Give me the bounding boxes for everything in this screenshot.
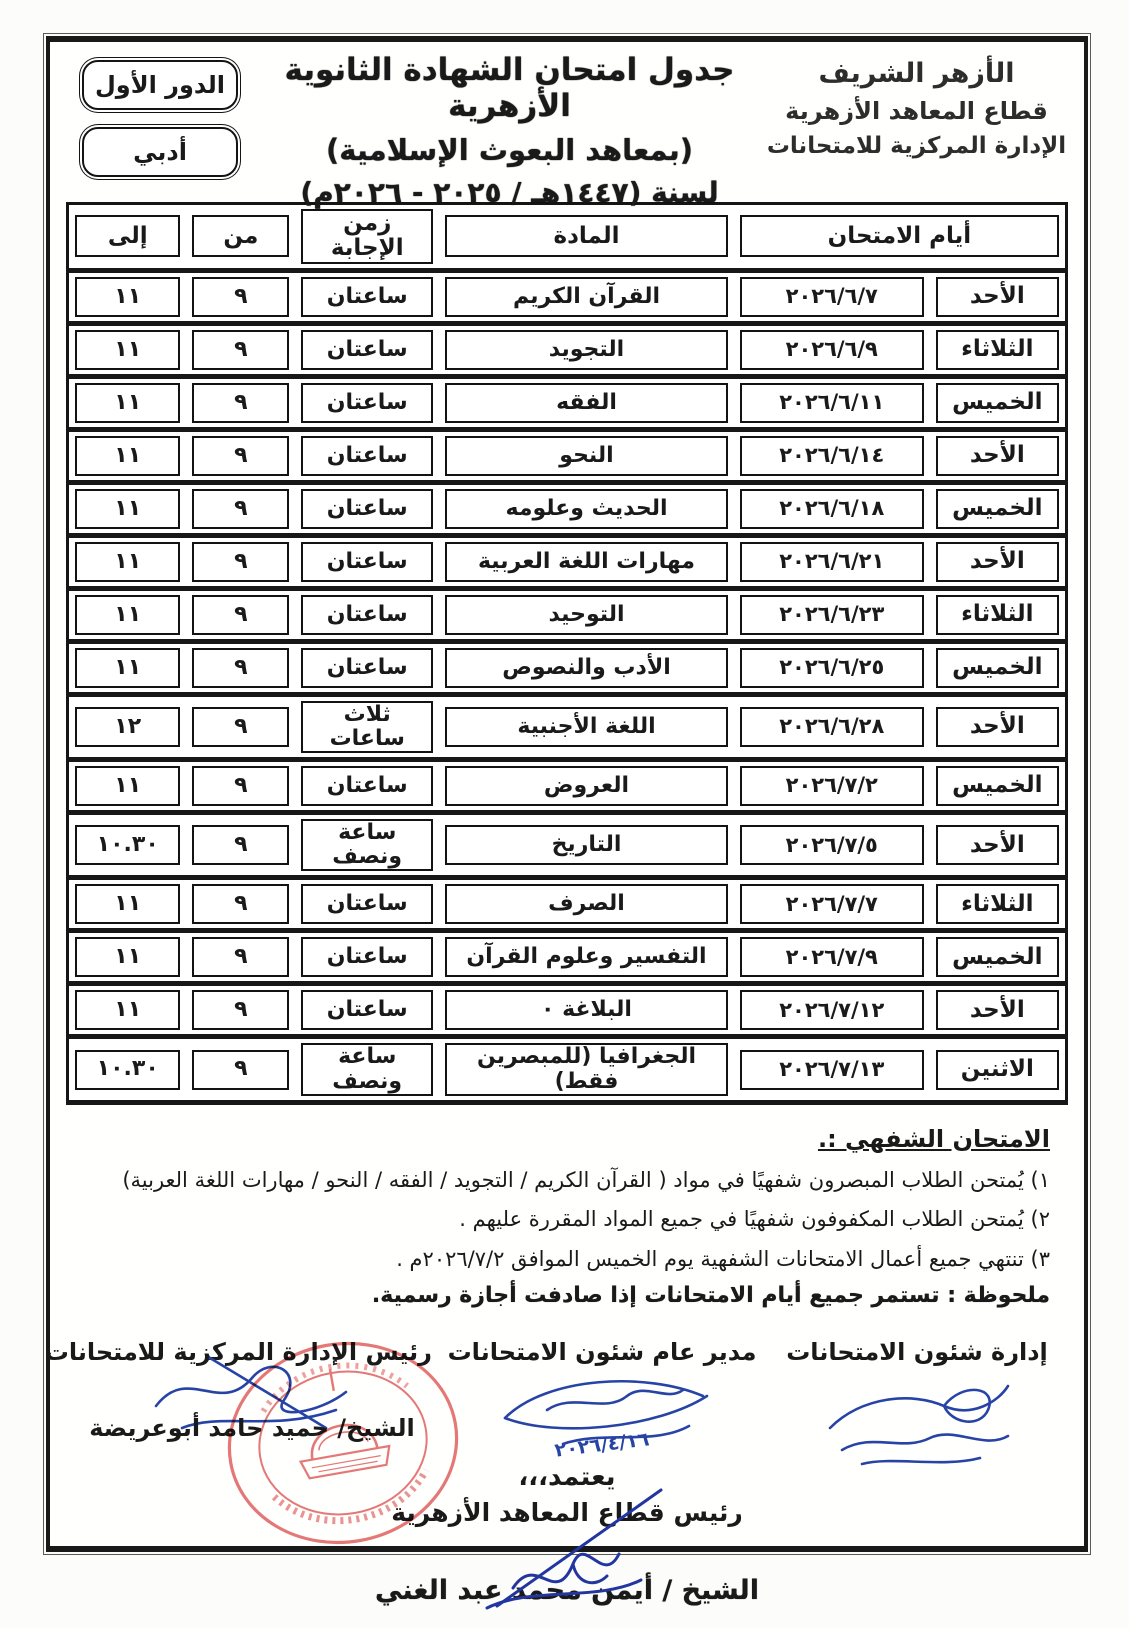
to-cell: ١٠.٣٠: [75, 825, 180, 865]
date-cell: ٢٠٢٦/٦/١٤: [740, 436, 924, 476]
subject-cell: التوحيد: [445, 595, 728, 635]
from-cell: ٩: [192, 277, 289, 317]
day-cell: الأحد: [936, 436, 1059, 476]
approval-block: [50, 1462, 1084, 1606]
date-cell: ٢٠٢٦/٦/٧: [740, 277, 924, 317]
day-cell: الخميس: [936, 937, 1059, 977]
from-cell: ٩: [192, 937, 289, 977]
from-cell: ٩: [192, 489, 289, 529]
to-cell: ١١: [75, 766, 180, 806]
day-cell: الخميس: [936, 489, 1059, 529]
date-cell: ٢٠٢٦/٦/٢٣: [740, 595, 924, 635]
title-line1: جدول امتحان الشهادة الثانوية الأزهرية: [284, 52, 735, 124]
letterhead-line2: قطاع المعاهد الأزهرية: [785, 97, 1048, 125]
subject-cell: العروض: [445, 766, 728, 806]
central-admin-title: رئيس الإدارة المركزية للامتحانات: [44, 1338, 432, 1367]
duration-cell: ساعتان: [301, 595, 433, 635]
track-badge: أدبي: [82, 127, 238, 177]
from-cell: ٩: [192, 1050, 289, 1090]
official-red-stamp: [218, 1334, 468, 1552]
to-cell: ١١: [75, 277, 180, 317]
duration-cell: ساعتان: [301, 648, 433, 688]
to-cell: ١١: [75, 648, 180, 688]
signature-scribble: [802, 1366, 1032, 1476]
sector-head-name: الشيخ / أيمن محمد عبد الغني: [375, 1575, 759, 1607]
subject-cell: القرآن الكريم: [445, 277, 728, 317]
day-cell: الأحد: [936, 542, 1059, 582]
day-cell: الأحد: [936, 990, 1059, 1030]
title-line3: لسنة (١٤٤٧هـ / ٢٠٢٥ - ٢٠٢٦م): [300, 176, 719, 209]
to-cell: ١١: [75, 489, 180, 529]
round-badge: الدور الأول: [82, 60, 238, 110]
subject-cell: التجويد: [445, 330, 728, 370]
exams-affairs-title: إدارة شئون الامتحانات: [786, 1338, 1048, 1367]
azhar-letterhead: [759, 48, 1074, 200]
from-cell: ٩: [192, 542, 289, 582]
date-cell: ٢٠٢٦/٦/١٨: [740, 489, 924, 529]
to-cell: ١٠.٣٠: [75, 1050, 180, 1090]
duration-cell: ثلاث ساعات: [301, 701, 433, 753]
from-cell: ٩: [192, 990, 289, 1030]
to-cell: ١١: [75, 990, 180, 1030]
date-cell: ٢٠٢٦/٧/٩: [740, 937, 924, 977]
from-cell: ٩: [192, 707, 289, 747]
letterhead-line3: الإدارة المركزية للامتحانات: [766, 133, 1067, 159]
subject-cell: التاريخ: [445, 825, 728, 865]
oral-exam-section: [50, 1105, 1084, 1308]
date-cell: ٢٠٢٦/٧/٧: [740, 884, 924, 924]
to-cell: ١١: [75, 595, 180, 635]
header-from: من: [186, 204, 295, 271]
subject-cell: الحديث وعلومه: [445, 489, 728, 529]
subject-cell: التفسير وعلوم القرآن: [445, 937, 728, 977]
day-cell: الاثنين: [936, 1050, 1059, 1090]
oral-note-3: ٣) تنتهي جميع أعمال الامتحانات الشفهية يوم الخميس الموافق ٢٠٢٦/٧/٢م .: [396, 1246, 1050, 1271]
table-row: [68, 812, 1067, 877]
to-cell: ١١: [75, 383, 180, 423]
to-cell: ١١: [75, 542, 180, 582]
table-row: [68, 535, 1067, 588]
signature-date: ٢٠٢٦/٤/١٦: [553, 1428, 651, 1462]
title-line2: (بمعاهد البعوث الإسلامية): [326, 133, 693, 167]
date-cell: ٢٠٢٦/٦/٢٥: [740, 648, 924, 688]
table-header-row: [68, 204, 1067, 271]
table-row: [68, 641, 1067, 694]
table-row: [68, 429, 1067, 482]
header-subject: المادة: [439, 204, 734, 271]
date-cell: ٢٠٢٦/٧/١٣: [740, 1050, 924, 1090]
day-cell: الأحد: [936, 707, 1059, 747]
subject-cell: الصرف: [445, 884, 728, 924]
duration-cell: ساعتان: [301, 277, 433, 317]
oral-exam-heading: الامتحان الشفهي :.: [817, 1124, 1050, 1153]
from-cell: ٩: [192, 330, 289, 370]
exams-affairs-signature-block: [772, 1338, 1062, 1476]
table-row: [68, 323, 1067, 376]
duration-cell: ساعتان: [301, 436, 433, 476]
date-cell: ٢٠٢٦/٦/٩: [740, 330, 924, 370]
to-cell: ١١: [75, 436, 180, 476]
table-row: [68, 984, 1067, 1037]
day-cell: الأحد: [936, 825, 1059, 865]
exams-director-title: مدير عام شئون الامتحانات: [447, 1338, 757, 1367]
duration-cell: ساعتان: [301, 542, 433, 582]
duration-cell: ساعتان: [301, 884, 433, 924]
subject-cell: الفقه: [445, 383, 728, 423]
date-cell: ٢٠٢٦/٦/٢٨: [740, 707, 924, 747]
header-exam-days: أيام الامتحان: [734, 204, 1067, 271]
table-row: [68, 482, 1067, 535]
subject-cell: البلاغة ٠: [445, 990, 728, 1030]
subject-cell: الجغرافيا (للمبصرين فقط): [445, 1043, 728, 1095]
table-row: [68, 270, 1067, 323]
from-cell: ٩: [192, 884, 289, 924]
subject-cell: مهارات اللغة العربية: [445, 542, 728, 582]
document-header: [50, 42, 1084, 209]
from-cell: ٩: [192, 825, 289, 865]
exams-director-signature-block: [437, 1338, 767, 1476]
to-cell: ١١: [75, 937, 180, 977]
approval-word: يعتمد،،،: [518, 1462, 616, 1493]
day-cell: الثلاثاء: [936, 595, 1059, 635]
to-cell: ١١: [75, 330, 180, 370]
duration-cell: ساعتان: [301, 990, 433, 1030]
table-row: [68, 694, 1067, 759]
date-cell: ٢٠٢٦/٧/٥: [740, 825, 924, 865]
document-title: [260, 48, 759, 209]
day-cell: الخميس: [936, 766, 1059, 806]
from-cell: ٩: [192, 436, 289, 476]
table-row: [68, 759, 1067, 812]
table-row: [68, 931, 1067, 984]
subject-cell: النحو: [445, 436, 728, 476]
date-cell: ٢٠٢٦/٦/١١: [740, 383, 924, 423]
day-cell: الثلاثاء: [936, 884, 1059, 924]
letterhead-line1: الأزهر الشريف: [818, 58, 1015, 89]
subject-cell: الأدب والنصوص: [445, 648, 728, 688]
to-cell: ١١: [75, 884, 180, 924]
central-admin-name: الشيخ/ حميد حامد أبوعريضة: [89, 1414, 415, 1443]
document-frame: [44, 36, 1088, 1607]
table-row: [68, 588, 1067, 641]
table-row: [68, 376, 1067, 429]
subject-cell: اللغة الأجنبية: [445, 707, 728, 747]
date-cell: ٢٠٢٦/٧/٢: [740, 766, 924, 806]
badge-column: [60, 48, 260, 200]
header-duration: زمن الإجابة: [295, 204, 439, 271]
day-cell: الخميس: [936, 648, 1059, 688]
to-cell: ١٢: [75, 707, 180, 747]
header-to: إلى: [68, 204, 187, 271]
duration-cell: ساعتان: [301, 937, 433, 977]
duration-cell: ساعة ونصف: [301, 1043, 433, 1095]
from-cell: ٩: [192, 648, 289, 688]
from-cell: ٩: [192, 766, 289, 806]
duration-cell: ساعتان: [301, 489, 433, 529]
signatures-row: [44, 1338, 1084, 1476]
exam-schedule-table: [66, 202, 1068, 1105]
oral-note-2: ٢) يُمتحن الطلاب المكفوفون شفهيًا في جميع المواد المقررة عليهم .: [459, 1207, 1050, 1232]
from-cell: ٩: [192, 383, 289, 423]
table-row: [68, 1037, 1067, 1102]
day-cell: الأحد: [936, 277, 1059, 317]
day-cell: الخميس: [936, 383, 1059, 423]
table-row: [68, 878, 1067, 931]
date-cell: ٢٠٢٦/٧/١٢: [740, 990, 924, 1030]
sector-head-title: رئيس قطاع المعاهد الأزهرية: [391, 1498, 743, 1528]
duration-cell: ساعة ونصف: [301, 819, 433, 871]
duration-cell: ساعتان: [301, 383, 433, 423]
duration-cell: ساعتان: [301, 330, 433, 370]
day-cell: الثلاثاء: [936, 330, 1059, 370]
from-cell: ٩: [192, 595, 289, 635]
duration-cell: ساعتان: [301, 766, 433, 806]
holiday-note: ملحوظة : تستمر جميع أيام الامتحانات إذا صادفت أجازة رسمية.: [371, 1283, 1050, 1309]
date-cell: ٢٠٢٦/٦/٢١: [740, 542, 924, 582]
oral-note-1: ١) يُمتحن الطلاب المبصرون شفهيًا في مواد ( القرآن الكريم / التجويد / الفقه / النحو / مهارات اللغة العربية): [122, 1167, 1050, 1192]
